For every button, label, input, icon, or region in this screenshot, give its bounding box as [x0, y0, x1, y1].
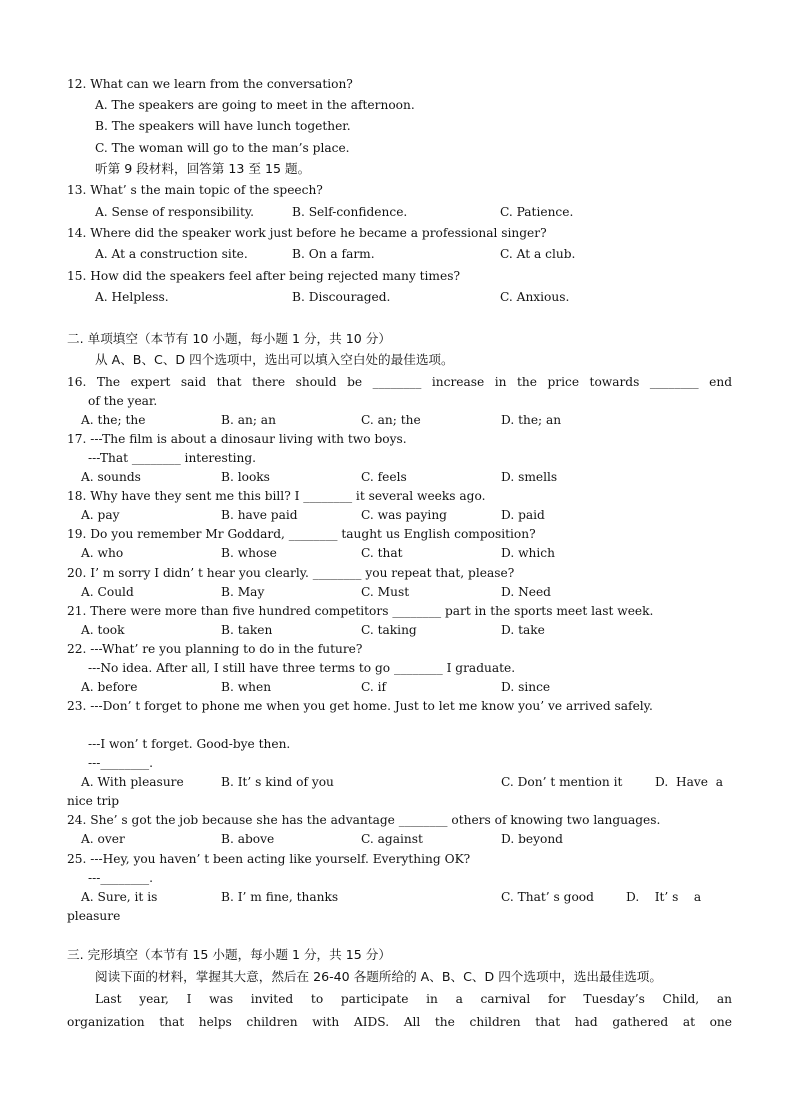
part2-instruction: 从 A、B、C、D 四个选项中，选出可以填入空白处的最佳选项。 [95, 352, 454, 367]
question-18-option-a: A. pay [81, 508, 120, 522]
question-23-option-a: A. With pleasure [81, 775, 184, 789]
question-24-line1: 24. She’ s got the job because she has the advantage ________ others of knowing two languages. [67, 813, 661, 827]
question-17-line1: 17. ---The film is about a dinosaur living with two boys. [67, 432, 407, 446]
question-23-option-c: C. Don’ t mention it [501, 775, 623, 789]
question-22-line2: ---No idea. After all, I still have three terms to go ________ I graduate. [88, 661, 516, 675]
question-14-option-b: B. On a farm. [292, 247, 375, 261]
question-23-option-d-continued: nice trip [67, 794, 120, 808]
question-25-option-d: D. It’ s a [626, 890, 702, 904]
question-15-stem: 15. How did the speakers feel after being rejected many times? [67, 269, 460, 283]
question-12-option-b: B. The speakers will have lunch together. [95, 119, 351, 133]
question-22-option-c: C. if [361, 680, 387, 694]
question-13-option-c: C. Patience. [500, 205, 574, 219]
question-16-option-b: B. an; an [221, 413, 276, 427]
question-20-option-a: A. Could [81, 585, 134, 599]
question-24-option-c: C. against [361, 832, 423, 846]
question-13-stem: 13. What’ s the main topic of the speech? [67, 183, 323, 197]
question-16-line2: of the year. [88, 394, 158, 408]
part3-instruction: 阅读下面的材料，掌握其大意，然后在 26-40 各题所给的 A、B、C、D 四个选项中，选出最佳选项。 [95, 969, 662, 984]
question-25-option-c: C. That’ s good [501, 890, 594, 904]
question-21-option-b: B. taken [221, 623, 273, 637]
question-25-option-a: A. Sure, it is [81, 890, 158, 904]
question-21-line1: 21. There were more than five hundred competitors ________ part in the sports meet last week. [67, 604, 654, 618]
question-21-option-a: A. took [81, 623, 125, 637]
question-24-option-a: A. over [81, 832, 125, 846]
question-14-option-c: C. At a club. [500, 247, 576, 261]
question-17-option-b: B. looks [221, 470, 270, 484]
question-17-option-d: D. smells [501, 470, 558, 484]
question-20-option-d: D. Need [501, 585, 551, 599]
question-19-option-d: D. which [501, 546, 555, 560]
question-15-option-a: A. Helpless. [95, 290, 169, 304]
part2-heading: 二. 单项填空（本节有 10 小题，每小题 1 分，共 10 分） [67, 331, 391, 346]
question-22-line1: 22. ---What’ re you planning to do in the future? [67, 642, 363, 656]
question-22-option-a: A. before [81, 680, 138, 694]
question-25-option-d-continued: pleasure [67, 909, 121, 923]
question-17-line2: ---That ________ interesting. [88, 451, 257, 465]
section-9-intro: 听第 9 段材料，回答第 13 至 15 题。 [95, 161, 311, 176]
question-16-line1: 16. The expert said that there should be ________ increase in the price towards ________ end [67, 375, 732, 389]
question-19-option-a: A. who [81, 546, 124, 560]
question-25-option-b: B. I’ m fine, thanks [221, 890, 339, 904]
question-23-line1: 23. ---Don’ t forget to phone me when you get home. Just to let me know you’ ve arrived safely. [67, 699, 653, 713]
question-20-option-c: C. Must [361, 585, 410, 599]
question-14-option-a: A. At a construction site. [95, 247, 248, 261]
passage-line-1: Last year, I was invited to participate in a carnival for Tuesday’s Child, an [95, 992, 732, 1006]
question-20-option-b: B. May [221, 585, 265, 599]
question-25-line1: 25. ---Hey, you haven’ t been acting like yourself. Everything OK? [67, 852, 471, 866]
question-13-option-b: B. Self-confidence. [292, 205, 408, 219]
question-16-option-d: D. the; an [501, 413, 562, 427]
question-23-line2: ---I won’ t forget. Good-bye then. [88, 737, 291, 751]
question-17-option-c: C. feels [361, 470, 407, 484]
question-16-option-c: C. an; the [361, 413, 421, 427]
question-15-option-b: B. Discouraged. [292, 290, 391, 304]
question-23-option-b: B. It’ s kind of you [221, 775, 334, 789]
question-12-option-c: C. The woman will go to the man’s place. [95, 141, 350, 155]
question-14-stem: 14. Where did the speaker work just before he became a professional singer? [67, 226, 547, 240]
question-21-option-d: D. take [501, 623, 545, 637]
question-19-option-c: C. that [361, 546, 403, 560]
question-17-option-a: A. sounds [81, 470, 141, 484]
question-12-option-a: A. The speakers are going to meet in the afternoon. [95, 98, 415, 112]
part3-heading: 三. 完形填空（本节有 15 小题，每小题 1 分，共 15 分） [67, 947, 391, 962]
question-22-option-d: D. since [501, 680, 551, 694]
question-16-option-a: A. the; the [81, 413, 146, 427]
question-12-stem: 12. What can we learn from the conversation? [67, 77, 353, 91]
question-25-line2: ---________. [88, 871, 153, 885]
question-18-option-c: C. was paying [361, 508, 447, 522]
question-19-line1: 19. Do you remember Mr Goddard, ________ taught us English composition? [67, 527, 536, 541]
question-20-line1: 20. I’ m sorry I didn’ t hear you clearly. ________ you repeat that, please? [67, 566, 515, 580]
question-21-option-c: C. taking [361, 623, 417, 637]
question-19-option-b: B. whose [221, 546, 277, 560]
question-15-option-c: C. Anxious. [500, 290, 570, 304]
question-18-option-b: B. have paid [221, 508, 298, 522]
question-18-line1: 18. Why have they sent me this bill? I ________ it several weeks ago. [67, 489, 486, 503]
question-13-option-a: A. Sense of responsibility. [95, 205, 254, 219]
question-23-line3: ---________. [88, 756, 153, 770]
passage-line-2: organization that helps children with AIDS. All the children that had gathered at one [67, 1015, 732, 1029]
question-23-option-d: D. Have a [655, 775, 723, 789]
question-24-option-d: D. beyond [501, 832, 563, 846]
question-24-option-b: B. above [221, 832, 275, 846]
question-18-option-d: D. paid [501, 508, 545, 522]
question-22-option-b: B. when [221, 680, 272, 694]
